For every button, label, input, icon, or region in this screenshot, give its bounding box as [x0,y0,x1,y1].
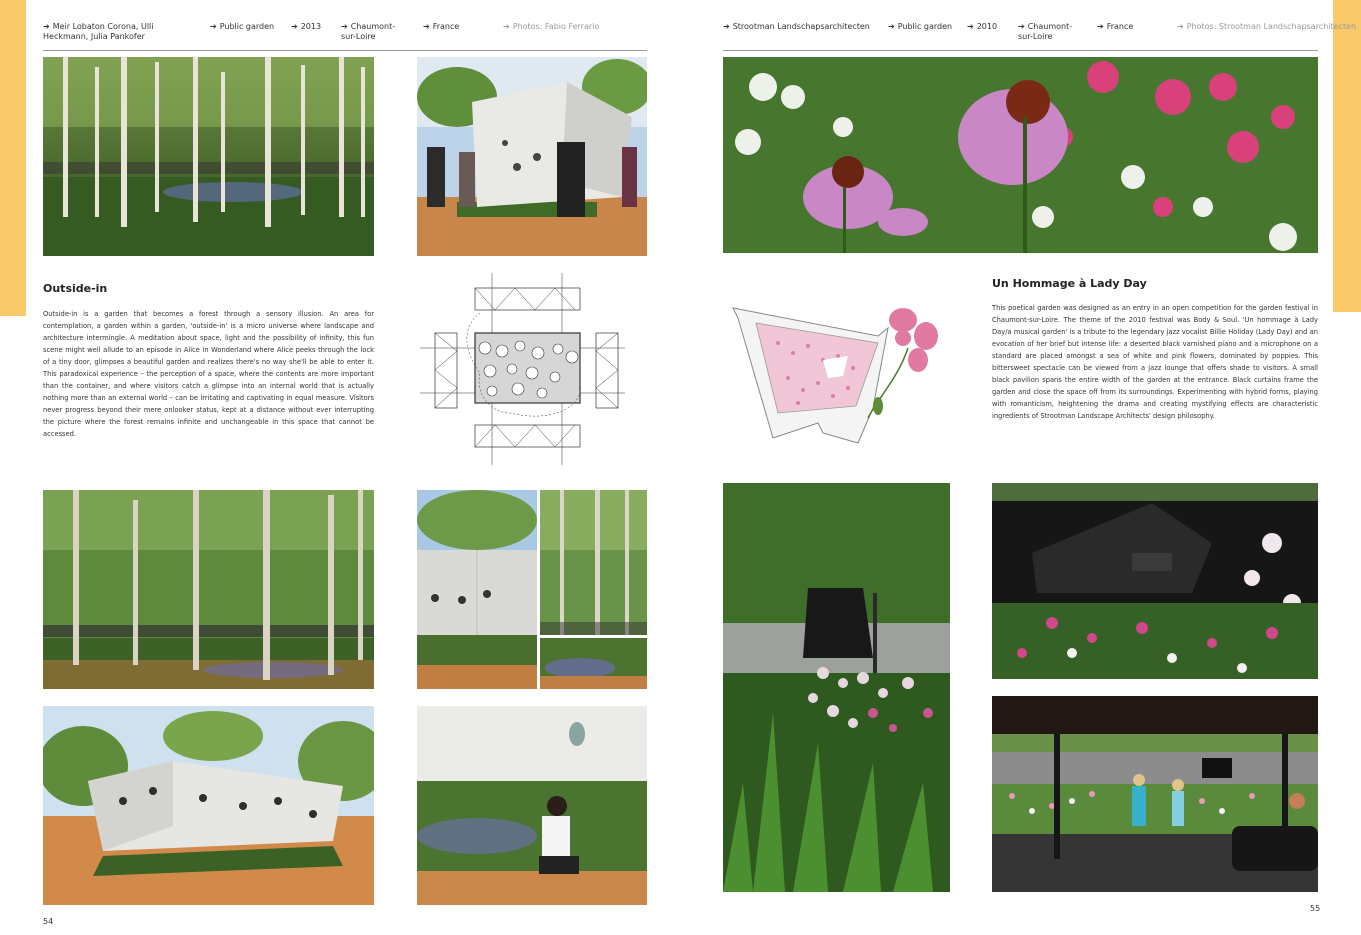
arrow-right-icon: ➔ [1018,22,1025,31]
section-title: Un Hommage à Lady Day [992,277,1147,290]
arrow-right-icon: ➔ [723,22,730,31]
arrow-right-icon: ➔ [341,22,348,31]
photo-birch-detail [540,490,647,635]
meta-country: ➔ France [1097,22,1134,31]
meta-year: ➔ 2013 [291,22,322,31]
floor-plan-diagram [420,273,625,465]
arrow-right-icon: ➔ [503,22,510,31]
body-text: This poetical garden was designed as an entry in an open competition for the garden festival in Chaumont-sur-Loire. The theme of the 2010 festival was Body & Soul. 'Un hommage à Lady Day/a musical garden' is a tribute to the legendary jazz vocalist Billie Holiday (Lady Day) and an evocation of her brief but intense life: a deserted black varnished piano and a microphone on a standard are placed amongst a sea of white and pink flowers, dominated by poppies. This bittersweet spectacle can be viewed from a jazz lounge that offers shade to visitors. A small black pavilion spans the entire width of the garden at the entrance. Black curtains frame the garden and close the space off from its surroundings. Experimenting with hybrid forms, playing with romanticism, heightening the drama and creating mystifying effects are characteristic ingredients of Strootman Landscape Architects' design philosophy. [992,304,1318,421]
arrow-right-icon: ➔ [43,22,50,31]
arrow-right-icon: ➔ [1177,22,1184,31]
left-accent-tab [0,0,26,316]
photo-pavilion-wall [417,490,537,689]
photo-coneflowers [723,57,1318,253]
meta-year: ➔ 2010 [967,22,998,31]
meta-location: ➔ Chaumont-sur-Loire [1018,22,1073,41]
section-title: Outside-in [43,282,108,295]
photo-piano-garden [723,483,950,892]
page-number: 55 [1310,904,1321,913]
photo-child-at-pavilion [417,706,647,905]
header-rule [723,50,1318,51]
photo-jazz-lounge [992,696,1318,892]
meta-photos: ➔ Photos: Fabio Ferrario [503,22,600,31]
right-accent-tab [1333,0,1361,312]
arrow-right-icon: ➔ [291,22,298,31]
meta-type: ➔ Public garden [210,22,275,31]
arrow-right-icon: ➔ [210,22,217,31]
arrow-right-icon: ➔ [967,22,974,31]
meta-designers: ➔ Meir Lobaton Corona, Ulli Heckmann, Julia Pankofer [43,22,154,41]
photo-pavilion-visitors [417,57,647,256]
photo-piano-flowers [992,483,1318,679]
arrow-right-icon: ➔ [1097,22,1104,31]
arrow-right-icon: ➔ [888,22,895,31]
meta-country: ➔ France [423,22,460,31]
pavilion-sketch [728,298,948,450]
photo-pavilion-landscape [43,706,374,905]
photo-forest-path [43,490,374,689]
meta-designers: ➔ Strootman Landschapsarchitecten [723,22,870,31]
page-number: 54 [43,917,54,926]
photo-birch-forest [43,57,374,256]
header-rule [43,50,647,51]
body-text: Outside-in is a garden that becomes a forest through a sensory illusion. An area for contemplation, a garden within a garden, 'outside-in' is a micro universe where landscape and architecture intermingle. A meditation about space, light and the possibility of infinity, this fun scene might well allude to an episode in Alice in Wonderland where Alice peeks through the lock of a tiny door, glimpses a beautiful garden and realizes there's no way she'll be able to enter it. This paradoxical experience – the perception of a space, where the contents are more important than the container, and where visitors catch a glimpse into an internal world that is actually nothing more than an external world – can be irritating and captivating in equal measure. Visitors never progress beyond their mere onlooker status, kept at a distance without ever interrupting the picture where the forest remains infinite and unchangeable in this space that cannot be accessed. [43,310,374,439]
arrow-right-icon: ➔ [423,22,430,31]
meta-photos: ➔ Photos: Strootman Landschapsarchitecten [1177,22,1357,31]
meta-type: ➔ Public garden [888,22,953,31]
meta-location: ➔ Chaumont-sur-Loire [341,22,396,41]
photo-flower-bed [540,638,647,689]
